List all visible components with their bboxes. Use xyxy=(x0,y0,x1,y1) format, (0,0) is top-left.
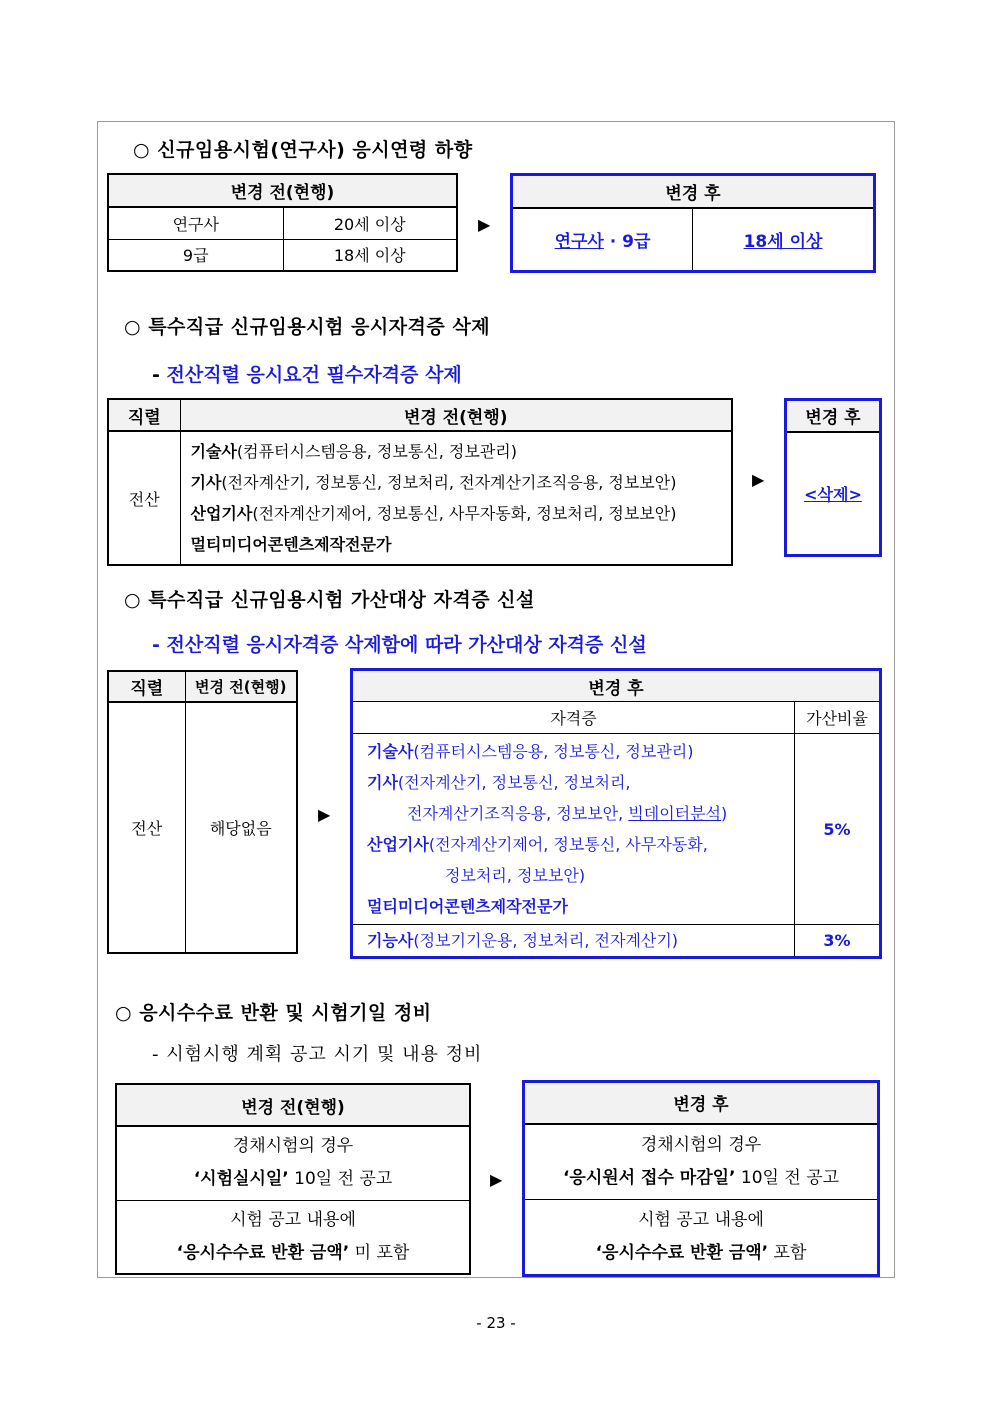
sec4-before-table xyxy=(115,1083,471,1275)
sec1-row2-age: 18세 이상 xyxy=(283,239,457,271)
sec2-col-after: 변경 후 xyxy=(786,400,881,432)
sec3-before-table xyxy=(107,670,298,954)
sec1-after-table xyxy=(510,173,876,273)
sec2-before-table xyxy=(107,398,733,566)
sec3-arrow-icon: ▶ xyxy=(318,805,331,824)
sec1-row1-age: 20세 이상 xyxy=(283,207,457,239)
sec4-before-header: 변경 전(현행) xyxy=(116,1084,470,1126)
sec1-after-header: 변경 후 xyxy=(512,175,875,208)
section2-subtitle: - 전산직렬 응시요건 필수자격증 삭제 xyxy=(152,364,462,386)
sec3-cert-group1 xyxy=(352,734,795,925)
sec3-job: 전산 xyxy=(108,702,185,953)
section4-title: ○ 응시수수료 반환 및 시험기일 정비 xyxy=(115,1002,432,1024)
sec3-after-header: 변경 후 xyxy=(352,670,881,702)
sec3-cert-line3: 전자계산기조직응용, 정보보안, 빅데이터분석) xyxy=(407,804,728,823)
sec3-col-rate: 가산비율 xyxy=(795,702,881,734)
sec3-cert-line1: 기술사(컴퓨터시스템응용, 정보통신, 정보관리) xyxy=(367,742,694,761)
sec3-cert-line5: 정보처리, 정보보안) xyxy=(445,866,586,885)
sec1-arrow-icon: ▶ xyxy=(478,215,491,234)
sec3-after-table xyxy=(350,668,882,959)
section2-title: ○ 특수직급 신규임용시험 응시자격증 삭제 xyxy=(124,316,491,338)
sec1-before-table xyxy=(107,173,458,272)
sec3-cert-line4: 산업기사(전자계산기제어, 정보통신, 사무자동화, xyxy=(367,835,708,854)
sec2-col-before: 변경 전(현행) xyxy=(180,399,732,431)
sec4-after-row1: 경채시험의 경우 ‘응시원서 접수 마감일’ 10일 전 공고 xyxy=(524,1124,879,1200)
section1-title: ○ 신규임용시험(연구사) 응시연령 하향 xyxy=(133,139,473,161)
sec1-after-grade: 연구사 · 9급 xyxy=(512,208,693,272)
sec4-after-row2: 시험 공고 내용에 ‘응시수수료 반환 금액’ 포함 xyxy=(524,1199,879,1275)
sec3-col-job: 직렬 xyxy=(108,671,185,702)
sec2-job: 전산 xyxy=(108,431,180,565)
section3-subtitle: - 전산직렬 응시자격증 삭제함에 따라 가산대상 자격증 신설 xyxy=(152,634,647,656)
sec2-cert-1: 기술사(컴퓨터시스템응용, 정보통신, 정보관리) xyxy=(190,442,517,461)
sec2-cert-list xyxy=(180,431,732,565)
sec3-rate-group1: 5% xyxy=(795,734,881,925)
sec1-row1-grade: 연구사 xyxy=(108,207,283,239)
sec2-cert-2: 기사(전자계산기, 정보통신, 정보처리, 전자계산기조직응용, 정보보안) xyxy=(190,473,677,492)
sec2-col-job: 직렬 xyxy=(108,399,180,431)
sec4-after-table xyxy=(522,1080,880,1277)
sec2-cert-4: 멀티미디어콘텐츠제작전문가 xyxy=(190,535,392,554)
section3-title: ○ 특수직급 신규임용시험 가산대상 자격증 신설 xyxy=(124,589,535,611)
sec1-after-age: 18세 이상 xyxy=(693,208,875,272)
sec3-cert-line2: 기사(전자계산기, 정보통신, 정보처리, xyxy=(367,773,631,792)
sec1-before-header: 변경 전(현행) xyxy=(108,174,457,207)
sec3-before-value: 해당없음 xyxy=(185,702,297,953)
sec4-before-row2: 시험 공고 내용에 ‘응시수수료 반환 금액’ 미 포함 xyxy=(116,1200,470,1274)
page-number: - 23 - xyxy=(476,1314,516,1332)
sec3-rate-group2: 3% xyxy=(795,925,881,958)
sec2-after-table xyxy=(784,398,882,557)
sec3-cert-group2: 기능사(정보기기운용, 정보처리, 전자계산기) xyxy=(352,925,795,958)
sec2-arrow-icon: ▶ xyxy=(752,470,765,489)
sec1-row2-grade: 9급 xyxy=(108,239,283,271)
section4-subtitle: - 시험시행 계획 공고 시기 및 내용 정비 xyxy=(152,1044,483,1065)
sec2-cert-3: 산업기사(전자계산기제어, 정보통신, 사무자동화, 정보처리, 정보보안) xyxy=(190,504,677,523)
sec3-col-cert: 자격증 xyxy=(352,702,795,734)
sec2-after-delete: <삭제> xyxy=(786,432,881,556)
sec3-cert-line6: 멀티미디어콘텐츠제작전문가 xyxy=(367,897,568,916)
sec3-col-before: 변경 전(현행) xyxy=(185,671,297,702)
sec4-before-row1: 경채시험의 경우 ‘시험실시일’ 10일 전 공고 xyxy=(116,1126,470,1200)
sec4-after-header: 변경 후 xyxy=(524,1082,879,1124)
sec4-arrow-icon: ▶ xyxy=(490,1170,503,1189)
